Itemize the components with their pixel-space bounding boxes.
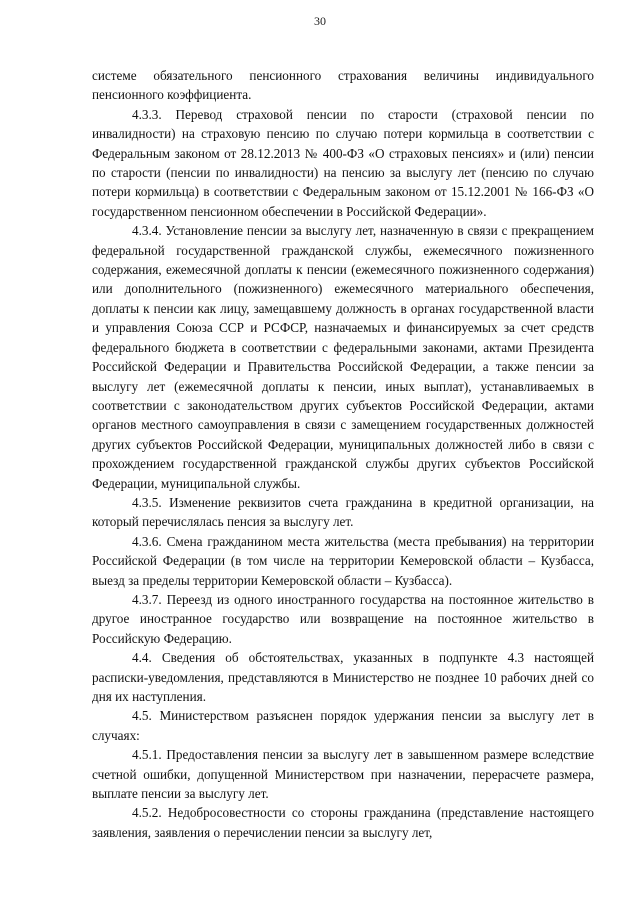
paragraph: 4.3.3. Перевод страховой пенсии по старости (страховой пенсии по инвалидности) на страховую пенсию по случаю потери кормильца в соответствии с Федеральным законом от 28.12.2013 № 400-ФЗ «О страховых пенсиях» и (или) пенсии по старости (пенсии по инвалидности) на пенсию за выслугу лет (пенсию по случаю потери кормильца) в соответствии с Федеральным законом от 15.12.2001 № 166-ФЗ «О государственном пенсионном обеспечении в Российской Федерации». xyxy=(92,106,594,219)
paragraph: 4.3.6. Смена гражданином места жительства (места пребывания) на территории Российской Федерации (в том числе на территории Кемеровской области – Кузбасса, выезд за пределы территории Кемеровской области – Кузбасса). xyxy=(92,533,594,588)
paragraph: 4.3.5. Изменение реквизитов счета гражданина в кредитной организации, на который перечислялась пенсия за выслугу лет. xyxy=(92,494,594,530)
paragraph: 4.5. Министерством разъяснен порядок удержания пенсии за выслугу лет в случаях: xyxy=(92,708,594,743)
paragraph: системе обязательного пенсионного страхования величины индивидуального пенсионного коэффициента. xyxy=(92,68,594,103)
paragraph: 4.3.4. Установление пенсии за выслугу лет, назначенную в связи с прекращением федеральной государственной гражданской службы, ежемесячного пожизненного содержания, ежемесячной доплаты к пенсии (ежемесячного пожизненного содержания) или дополнительного (пожизненного) ежемесячного материального обеспечения, доплаты к пенсии как лицу, замещавшему должность в органах государственной власти и управления Союза ССР и РСФСР, назначаемых и финансируемых за счет средств федерального бюджета в соответствии с федеральными законами, актами Президента Российской Федерации и Правительства Российской Федерации, а также пенсии за выслугу лет (ежемесячной доплаты к пенсии, иных выплат), устанавливаемых в соответствии с законодательством других субъектов Российской Федерации, актами органов местного самоуправления в связи с замещением государственных должностей других субъектов Российской Федерации, муниципальных должностей либо в связи с прохождением государственной гражданской службы других субъектов Российской Федерации, муниципальной службы. xyxy=(92,223,594,491)
paragraph: 4.5.1. Предоставления пенсии за выслугу лет в завышенном размере вследствие счетной ошибки, допущенной Министерством при назначении, перерасчете размера, выплате пенсии за выслугу лет. xyxy=(92,747,594,802)
document-body xyxy=(92,66,594,842)
paragraph: 4.3.7. Переезд из одного иностранного государства на постоянное жительство в другое иностранное государство или возвращение на постоянное жительство в Российскую Федерацию. xyxy=(92,591,594,646)
paragraph: 4.4. Сведения об обстоятельствах, указанных в подпункте 4.3 настоящей расписки-уведомления, представляются в Министерство не позднее 10 рабочих дней со дня их наступления. xyxy=(92,650,594,704)
paragraph: 4.5.2. Недобросовестности со стороны гражданина (представление настоящего заявления, заявления о перечислении пенсии за выслугу лет, xyxy=(92,805,594,840)
page-number: 30 xyxy=(314,14,326,28)
